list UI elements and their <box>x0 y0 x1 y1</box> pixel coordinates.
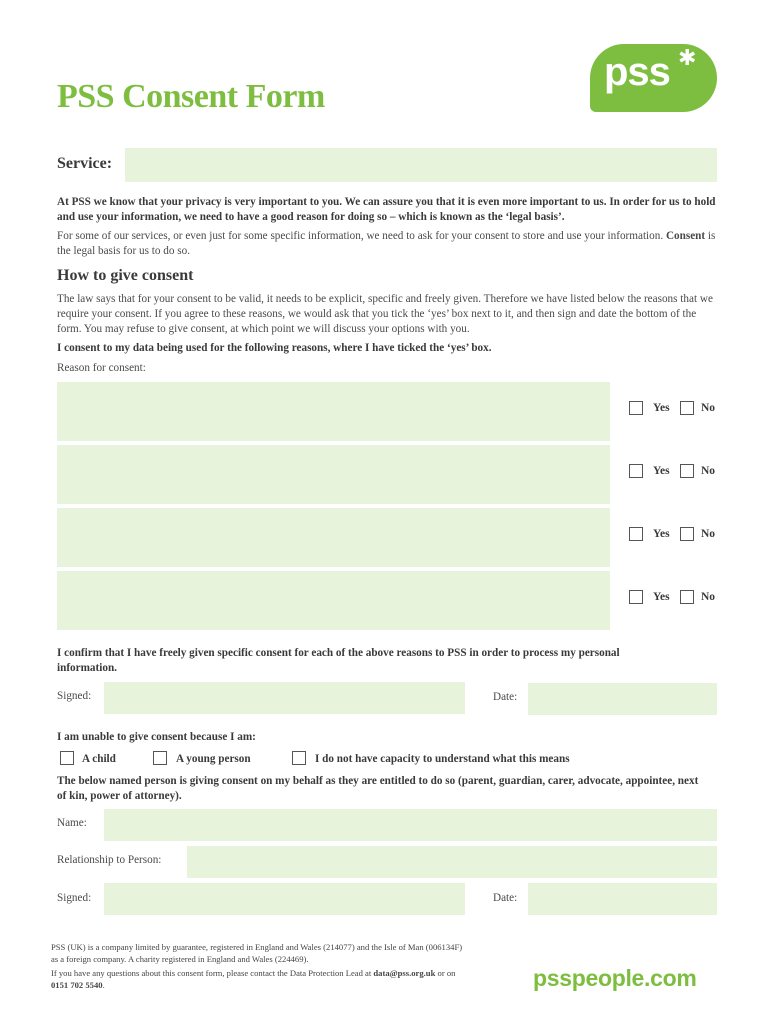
date-label: Date: <box>493 892 518 904</box>
reason-field-4[interactable] <box>57 571 610 630</box>
how-to-give-consent-heading: How to give consent <box>57 267 194 284</box>
reason-4-no-checkbox[interactable] <box>680 590 694 604</box>
intro-paragraph <box>57 229 719 259</box>
reason-4-yes-checkbox[interactable] <box>629 590 643 604</box>
footer-or-text: or on <box>435 968 456 978</box>
reason-field-1[interactable] <box>57 382 610 441</box>
reason-field-3[interactable] <box>57 508 610 567</box>
consent-statement: I consent to my data being used for the following reasons, where I have ticked the ‘yes’ box. <box>57 342 492 354</box>
logo-star-icon: ✱ <box>678 46 697 71</box>
no-label: No <box>701 465 716 477</box>
confirm-statement: I confirm that I have freely given specific consent for each of the above reasons to PSS in order to process my personal information. <box>57 647 620 674</box>
footer-email-link[interactable]: data@pss.org.uk <box>373 968 436 978</box>
date-field[interactable] <box>528 683 717 715</box>
footer-phone: 0151 702 5540 <box>51 980 103 990</box>
intro-bold-paragraph: At PSS we know that your privacy is very important to you. We can assure you that it is even more important to us. In order for us to hold and use your information, we need to have a good reason for doing so – which is known as the ‘legal basis’. <box>57 196 716 223</box>
pss-logo <box>590 44 717 112</box>
signed-field[interactable] <box>104 682 465 714</box>
reason-2-no-checkbox[interactable] <box>680 464 694 478</box>
name-label: Name: <box>57 817 87 829</box>
reason-3-yes-checkbox[interactable] <box>629 527 643 541</box>
young-person-option-label: A young person <box>176 753 251 765</box>
reason-field-2[interactable] <box>57 445 610 504</box>
intro-text-start: For some of our services, or even just for some specific information, we need to ask for your consent to store and use your information. <box>57 230 666 242</box>
name-field[interactable] <box>104 809 717 841</box>
footer-contact <box>51 967 471 991</box>
yes-label: Yes <box>653 528 670 540</box>
no-capacity-checkbox[interactable] <box>292 751 306 765</box>
relationship-field[interactable] <box>187 846 717 878</box>
logo-text: pss <box>604 50 670 94</box>
how-to-body: The law says that for your consent to be valid, it needs to be explicit, specific and freely given. Therefore we have listed below the reasons that we require your consent. If you agree to these reasons, we would ask that you tick the ‘yes’ box next to it, and then sign and date the bottom of the form. You may refuse to give consent, at which point we will discuss your options with you. <box>57 293 713 335</box>
website-link[interactable]: psspeople.com <box>533 965 697 991</box>
service-label: Service: <box>57 155 113 172</box>
no-label: No <box>701 528 716 540</box>
intro-text-end: is the legal basis for us to do so. <box>57 230 716 257</box>
yes-label: Yes <box>653 465 670 477</box>
representative-date-field[interactable] <box>528 883 717 915</box>
young-person-checkbox[interactable] <box>153 751 167 765</box>
service-input[interactable] <box>125 148 717 182</box>
no-label: No <box>701 402 716 414</box>
no-capacity-option-label: I do not have capacity to understand what this means <box>315 753 570 765</box>
yes-label: Yes <box>653 402 670 414</box>
relationship-label: Relationship to Person: <box>57 854 162 866</box>
reason-1-no-checkbox[interactable] <box>680 401 694 415</box>
yes-label: Yes <box>653 591 670 603</box>
child-checkbox[interactable] <box>60 751 74 765</box>
footer-contact-text: If you have any questions about this consent form, please contact the Data Protection Lead at <box>51 968 374 978</box>
reason-3-no-checkbox[interactable] <box>680 527 694 541</box>
page-title: PSS Consent Form <box>57 78 325 115</box>
intro-consent-word: Consent <box>665 230 706 242</box>
date-label: Date: <box>493 691 518 703</box>
no-label: No <box>701 591 716 603</box>
signed-label: Signed: <box>57 690 92 702</box>
unable-heading: I am unable to give consent because I am: <box>57 731 256 743</box>
reason-label: Reason for consent: <box>57 362 146 374</box>
reason-2-yes-checkbox[interactable] <box>629 464 643 478</box>
child-option-label: A child <box>82 753 116 765</box>
representative-signed-field[interactable] <box>104 883 465 915</box>
reason-1-yes-checkbox[interactable] <box>629 401 643 415</box>
signed-label: Signed: <box>57 892 92 904</box>
footer-company-info: PSS (UK) is a company limited by guarantee, registered in England and Wales (214077) and the Isle of Man (006134F) as a foreign company. A charity registered in England and Wales (224469). <box>51 942 463 964</box>
behalf-statement: The below named person is giving consent on my behalf as they are entitled to do so (parent, guardian, carer, advocate, appointee, next of kin, power of attorney). <box>57 775 699 802</box>
footer-end-text: . <box>102 980 105 990</box>
